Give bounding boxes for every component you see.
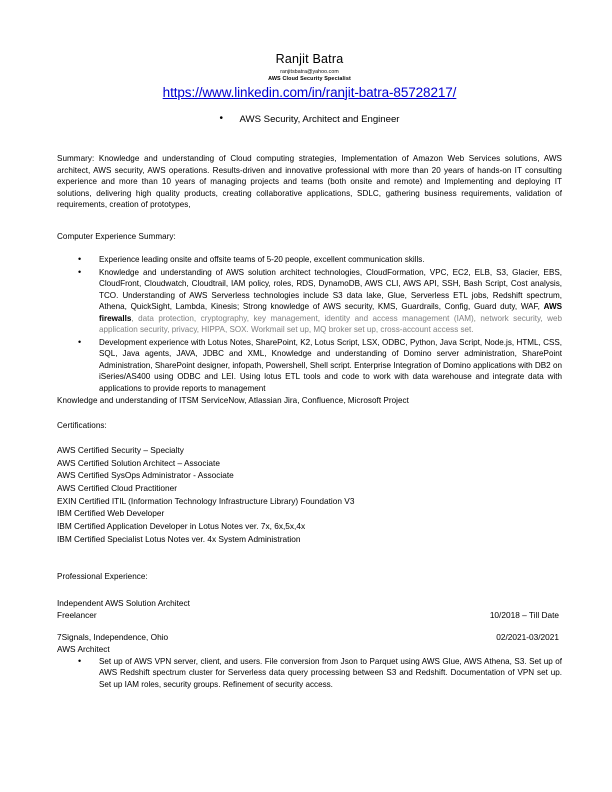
summary-paragraph: Summary: Knowledge and understanding of Cloud computing strategies, Implementation of Amazon Web Services solutions, AWS architect, AWS security, AWS operations. Results-driven and innovative professional with more than 20 years of hands-on IT consulting experience and more than 10 years of managing projects and teams (both onsite and remote) and Implementing and deploying IT solutions, delivering high quality products, creating collaborative applications, SDLC, gathering business requirements, validation of requirements, creation of prototypes, [57,154,562,210]
computer-experience-closing-line: Knowledge and understanding of ITSM ServiceNow, Atlassian Jira, Confluence, Microsoft Project [57,396,409,405]
list-item: AWS Certified Cloud Practitioner [57,483,178,494]
list-item: EXIN Certified ITIL (Information Technology Infrastructure Library) Foundation V3 [57,495,355,506]
list-item: AWS Certified Solution Architect – Associate [57,457,220,468]
text-run: Experience leading onsite and offsite teams of 5-20 people, excellent communication skills. [99,255,425,265]
professional-experience-heading: Professional Experience: [57,572,148,582]
resume-header [57,52,562,102]
job-entry [57,631,562,690]
list-item [57,267,562,336]
certifications-list [57,444,562,546]
computer-experience-bullets [57,254,562,394]
list-item: • Set up of AWS VPN server, client, and users. File conversion from Json to Parquet using AWS Glue, AWS Athena, S3. Set up of AWS Redshift spectrum cluster for Serverless data query processing between S3 and Redshift. Documentation of VPN set up. Set up IAM roles, security groups. Refinement of security access. [57,656,562,690]
certifications-heading: Certifications: [57,421,107,431]
headline-bullet-list [57,109,562,128]
job-employer: Freelancer [57,610,97,621]
text-run: Development experience with Lotus Notes, SharePoint, K2, Lotus Script, LSX, ODBC, Python, Java Script, Node.js, HTML, CSS, SQL, Java agents, JAVA, JDBC and XML, Knowledge and understanding of Domino server administration, SharePoint Administration, SharePoint designer, infopath, Powershell, Shell script. Enterprise Integration of Domino applications with DB2 on iSeries/AS400 using ODBC and LEI. Using lotus ETL tools and code to work with data warehouse and integrate data with applications to provide reports to management [99,337,562,393]
job-subtitle: AWS Architect [57,644,110,655]
list-item: IBM Certified Application Developer in Lotus Notes ver. 7x, 6x,5x,4x [57,521,306,532]
bullet-text-runs [99,268,562,334]
linkedin-profile-link[interactable]: https://www.linkedin.com/in/ranjit-batra-85728217/ [162,84,457,100]
job-entry [57,597,562,622]
job-bullets [57,656,562,690]
computer-experience-heading: Computer Experience Summary: [57,231,176,241]
list-item: AWS Certified Security – Specialty [57,444,184,455]
job-title: Independent AWS Solution Architect [57,597,190,608]
text-run: AWS firewalls [99,302,562,323]
text-run: , data protection, cryptography, key management, identity and access management (IAM), network security, web application security, privacy, HIPPA, SOX. Workmail set up, MQ broker set up, cross-account access set. [99,313,562,335]
candidate-email: ranjitsbatra@yahoo.com [280,68,339,75]
list-item: IBM Certified Specialist Lotus Notes ver. 4x System Administration [57,533,301,544]
candidate-role-title: AWS Cloud Security Specialist [268,76,351,83]
job-dates: 10/2018 – Till Date [489,610,559,621]
list-item [57,254,562,265]
list-item: • AWS Security, Architect and Engineer [220,113,400,127]
job-title: 7Signals, Independence, Ohio [57,631,169,642]
list-item [57,337,562,394]
candidate-name: Ranjit Batra [275,52,344,66]
bullet-text-runs [99,338,562,393]
bullet-text-runs [99,255,425,264]
text-run: Knowledge and understanding of AWS solution architect technologies, CloudFormation, VPC, EC2, ELB, S3, Glacier, EBS, CloudFront, Cloudwatch, Cloudtrail, IAM policy, roles, RDS, DynamoDB, AWS CLI, AWS API, SSH, Bash Script, Cost analysis, TCO. Understanding of AWS Serverless technologies include S3 data lake, Glue, Serverless ETL jobs, Redshift spectrum, Athena, QuickSight, Lambda, Kinesis; Strong knowledge of AWS security, KMS, Guardrails, Config, Guard duty, WAF, [99,267,562,312]
job-dates: 02/2021-03/2021 [496,631,559,642]
list-item: AWS Certified SysOps Administrator - Associate [57,470,234,481]
job-employer-row [57,609,562,621]
job-title-row [57,631,562,643]
list-item: IBM Certified Web Developer [57,508,165,519]
